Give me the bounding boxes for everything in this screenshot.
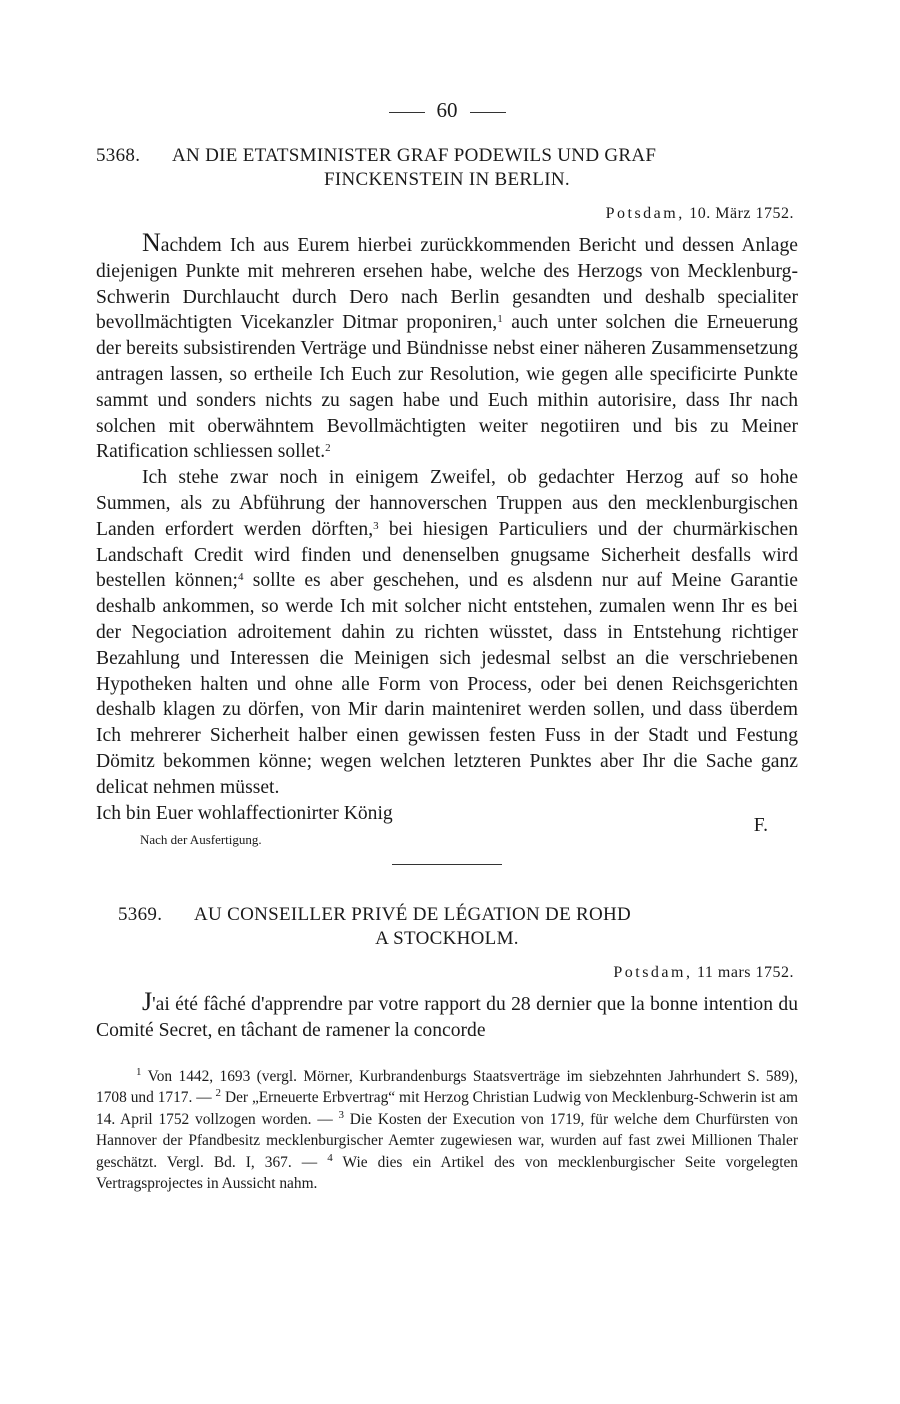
footnote-number: 3 [338, 1108, 345, 1121]
footnote-text: Der „Erneuerte Erbvertrag“ mit Herzog Christian Ludwig von Mecklenburg-Schwerin ist am 14. April 1752 vollzogen worden. — [96, 1089, 799, 1128]
letter-dateline [96, 961, 794, 985]
page-number-dash-left [389, 112, 425, 113]
footnote-ref: 4 [237, 571, 244, 584]
letter-dateline [96, 202, 794, 226]
paragraph-text: Ich stehe zwar noch in einigem Zweifel, ob gedachter Herzog auf so hohe Summen, als zu Abführung der hannoverschen Truppen aus den mecklenburgischen Landen erfordert werden dörften, [96, 467, 798, 540]
section-divider [392, 864, 502, 865]
page-number-text: 60 [436, 98, 458, 122]
footnote-ref: 3 [373, 519, 379, 532]
paragraph-text: auch unter solchen die Erneuerung der bereits subsistirenden Verträge und Bündnisse nebst einer näheren Zusammensetzung antragen lassen, so ertheile Ich Euch zur Resolution, wie gegen alle specificirte Punkte sammt und sonders nichts zu sagen habe und Euch mithin autorisire, dass Ihr nach solchen mit oberwähntem Bevollmächtigten weiter negotiiren und bis zu Meiner Ratification schliessen sollet. [96, 312, 798, 463]
document-page [96, 96, 798, 1194]
closing-text: Ich bin Euer wohlaffectionirter König [96, 802, 393, 824]
footnote-text: Die Kosten der Execution von 1719, für welche dem Churfürsten von Hannover der Pfandbesitz mecklenburgischer Aemter zugewiesen war, wurden auf fast zwei Millionen Thaler geschätzt. Vergl. Bd. I, 367. — [96, 1110, 798, 1171]
page-number [96, 96, 798, 124]
footnote-block [96, 1066, 798, 1194]
paragraph [96, 989, 798, 1044]
letter-5369 [96, 903, 798, 1044]
letter-title-line1: AN DIE ETATSMINISTER GRAF PODEWILS UND GRAF [172, 145, 657, 166]
paragraph-text: sollte es aber geschehen, und es alsdenn nur auf Meine Garantie deshalb ankommen, so werde Ich mit solcher nicht entstehen, zumalen wenn Ihr es bei der Negociation adroitement dahin zu richten wüsstet, dass in Entstehung richtiger Bezahlung und Interessen die Meinigen sich jedesmal selbst an die verschriebenen Hypotheken halten und ohne alle Form von Process, oder bei denen Reichsgerichten deshalb klagen zu dörfen, von Mir darin mainteniret werden sollen, und dass überdem Ich mehrerer Sicherheit halber einen gewissen festen Fuss in der Stadt und Festung Dömitz bekommen könne; wegen welchen letzteren Punktes aber Ihr die Sache ganz delicat nehmen müsset. [96, 570, 798, 798]
footnote-text: Wie dies ein Artikel des von mecklenburgischer Seite vorgelegten Vertragsprojectes in Aussicht nahm. [96, 1153, 798, 1192]
letter-title-line1: AU CONSEILLER PRIVÉ DE LÉGATION DE ROHD [194, 904, 632, 926]
source-note: Nach der Ausfertigung. [140, 832, 262, 848]
letter-body [96, 989, 798, 1044]
letter-body [96, 230, 798, 801]
footnote-text: Von 1442, 1693 (vergl. Mörner, Kurbrandenburgs Staatsverträge im siebzehnten Jahrhundert S. 589), 1708 und 1717. — [96, 1067, 798, 1107]
letter-title-line2: FINCKENSTEIN IN BERLIN. [324, 169, 570, 190]
letter-place: Potsdam, [613, 964, 693, 982]
footnote-number: 1 [136, 1065, 142, 1078]
footnote-ref: 2 [325, 442, 331, 455]
paragraph [96, 465, 798, 800]
letter-5368 [96, 144, 798, 850]
footnote-ref: 1 [497, 313, 503, 326]
letter-number: 5369. [118, 904, 163, 926]
initial-letter: J [142, 987, 153, 1017]
footnote-number: 2 [215, 1087, 222, 1100]
letter-date: 10. März 1752. [689, 205, 794, 222]
letter-closing [96, 801, 798, 836]
paragraph-text: achdem Ich aus Eurem hierbei zurückkommenden Bericht und dessen Anlage diejenigen Punkte mit mehreren ersehen habe, welche des Herzogs von Mecklenburg-Schwerin Durchlaucht durch Dero nach Berlin gesandten und deshalb specialiter bevollmächtigten Vicekanzler Ditmar proponiren, [96, 235, 798, 334]
letter-number: 5368. [96, 145, 141, 166]
letter-place: Potsdam, [605, 205, 685, 222]
initial-letter: N [142, 228, 161, 257]
paragraph [96, 230, 798, 465]
letter-heading [96, 144, 798, 192]
letter-date: 11 mars 1752. [696, 964, 794, 982]
paragraph-text: bei hiesigen Particuliers und der churmärkischen Landschaft Credit wird finden und denenselben gnugsame Sicherheit desfalls wird bestellen können; [96, 518, 798, 592]
paragraph-text: 'ai été fâché d'apprendre par votre rapport du 28 dernier que la bonne intention du Comité Secret, en tâchant de ramener la concorde [96, 994, 798, 1042]
signature: F. [753, 814, 768, 836]
letter-title-line2: A STOCKHOLM. [375, 928, 519, 950]
letter-heading [96, 903, 798, 951]
page-number-dash-right [470, 112, 506, 113]
footnote-number: 4 [327, 1151, 333, 1164]
footnotes [96, 1066, 798, 1194]
